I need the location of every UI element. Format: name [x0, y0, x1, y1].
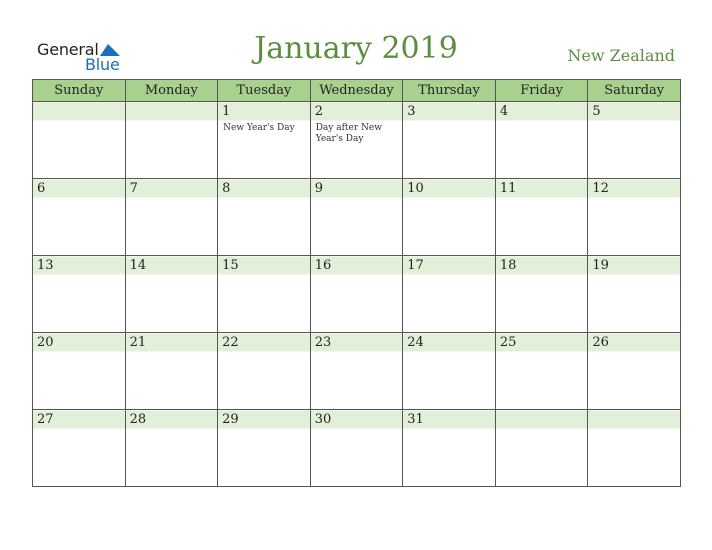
calendar-week-row — [33, 102, 681, 179]
holiday-label: New Year's Day — [223, 123, 295, 133]
day-cell — [310, 333, 403, 410]
weekday-header: Sunday — [33, 80, 126, 102]
day-number: 22 — [222, 335, 239, 350]
day-number: 26 — [592, 335, 609, 350]
weekday-header-row — [33, 80, 681, 102]
day-cell — [310, 256, 403, 333]
day-cell — [495, 179, 588, 256]
day-cell — [33, 410, 126, 487]
day-cell — [403, 102, 496, 179]
day-number: 14 — [129, 258, 147, 273]
day-cell — [218, 179, 311, 256]
day-cell — [310, 179, 403, 256]
day-cell — [588, 256, 681, 333]
day-number: 24 — [407, 335, 424, 350]
day-number: 2 — [314, 104, 323, 119]
day-cell — [33, 333, 126, 410]
day-number: 13 — [37, 258, 54, 273]
day-cell — [125, 410, 218, 487]
day-number — [33, 102, 125, 120]
weekday-header: Friday — [495, 80, 588, 102]
day-cell — [33, 102, 126, 179]
day-number: 25 — [499, 335, 517, 350]
calendar-week-row — [33, 333, 681, 410]
day-cell — [218, 333, 311, 410]
weekday-header: Monday — [125, 80, 218, 102]
day-number: 3 — [407, 104, 416, 119]
day-cell — [33, 179, 126, 256]
day-cell — [495, 410, 588, 487]
day-cell — [125, 256, 218, 333]
day-number: 4 — [499, 104, 509, 119]
day-number: 7 — [129, 181, 138, 196]
day-cell — [495, 333, 588, 410]
day-number — [496, 410, 588, 428]
day-cell — [588, 333, 681, 410]
day-cell — [588, 102, 681, 179]
weekday-header: Wednesday — [310, 80, 403, 102]
day-number: 12 — [592, 181, 609, 196]
day-number: 30 — [314, 412, 332, 427]
day-number: 15 — [222, 258, 239, 273]
day-number: 29 — [222, 412, 239, 427]
day-number: 6 — [37, 181, 46, 196]
day-cell — [125, 102, 218, 179]
calendar-week-row — [33, 179, 681, 256]
weekday-header: Thursday — [403, 80, 496, 102]
day-cell — [33, 256, 126, 333]
day-cell — [125, 333, 218, 410]
holiday-label: Day after New Year's Day — [315, 123, 382, 144]
logo-word-blue: Blue — [85, 55, 120, 74]
day-number: 20 — [37, 335, 54, 350]
day-cell — [403, 179, 496, 256]
day-cell — [588, 410, 681, 487]
day-number: 28 — [129, 412, 147, 427]
day-number: 5 — [592, 104, 601, 119]
day-cell — [310, 102, 403, 179]
logo-word-general: General — [37, 40, 99, 59]
day-cell — [403, 256, 496, 333]
day-number — [126, 102, 218, 120]
weekday-header: Saturday — [588, 80, 681, 102]
day-number: 8 — [222, 181, 231, 196]
day-cell — [495, 256, 588, 333]
calendar-week-row — [33, 410, 681, 487]
day-cell — [218, 256, 311, 333]
day-number: 31 — [407, 412, 424, 427]
calendar-title: January 2019 — [254, 31, 458, 66]
day-number: 27 — [37, 412, 54, 427]
day-cell — [218, 102, 311, 179]
day-cell — [403, 333, 496, 410]
day-cell — [403, 410, 496, 487]
day-number: 17 — [407, 258, 424, 273]
day-number: 19 — [592, 258, 609, 273]
day-number: 16 — [314, 258, 332, 273]
day-cell — [495, 102, 588, 179]
day-number: 9 — [314, 181, 323, 196]
country-label: New Zealand — [567, 46, 675, 65]
day-number: 1 — [222, 104, 231, 119]
calendar-week-row — [33, 256, 681, 333]
day-number: 18 — [499, 258, 517, 273]
day-cell — [310, 410, 403, 487]
day-number: 10 — [407, 181, 424, 196]
calendar-grid — [32, 79, 681, 487]
day-cell — [588, 179, 681, 256]
day-cell — [218, 410, 311, 487]
day-number: 11 — [499, 181, 517, 196]
day-number — [588, 410, 680, 428]
day-number: 21 — [129, 335, 147, 350]
day-number: 23 — [314, 335, 332, 350]
day-cell — [125, 179, 218, 256]
weekday-header: Tuesday — [218, 80, 311, 102]
